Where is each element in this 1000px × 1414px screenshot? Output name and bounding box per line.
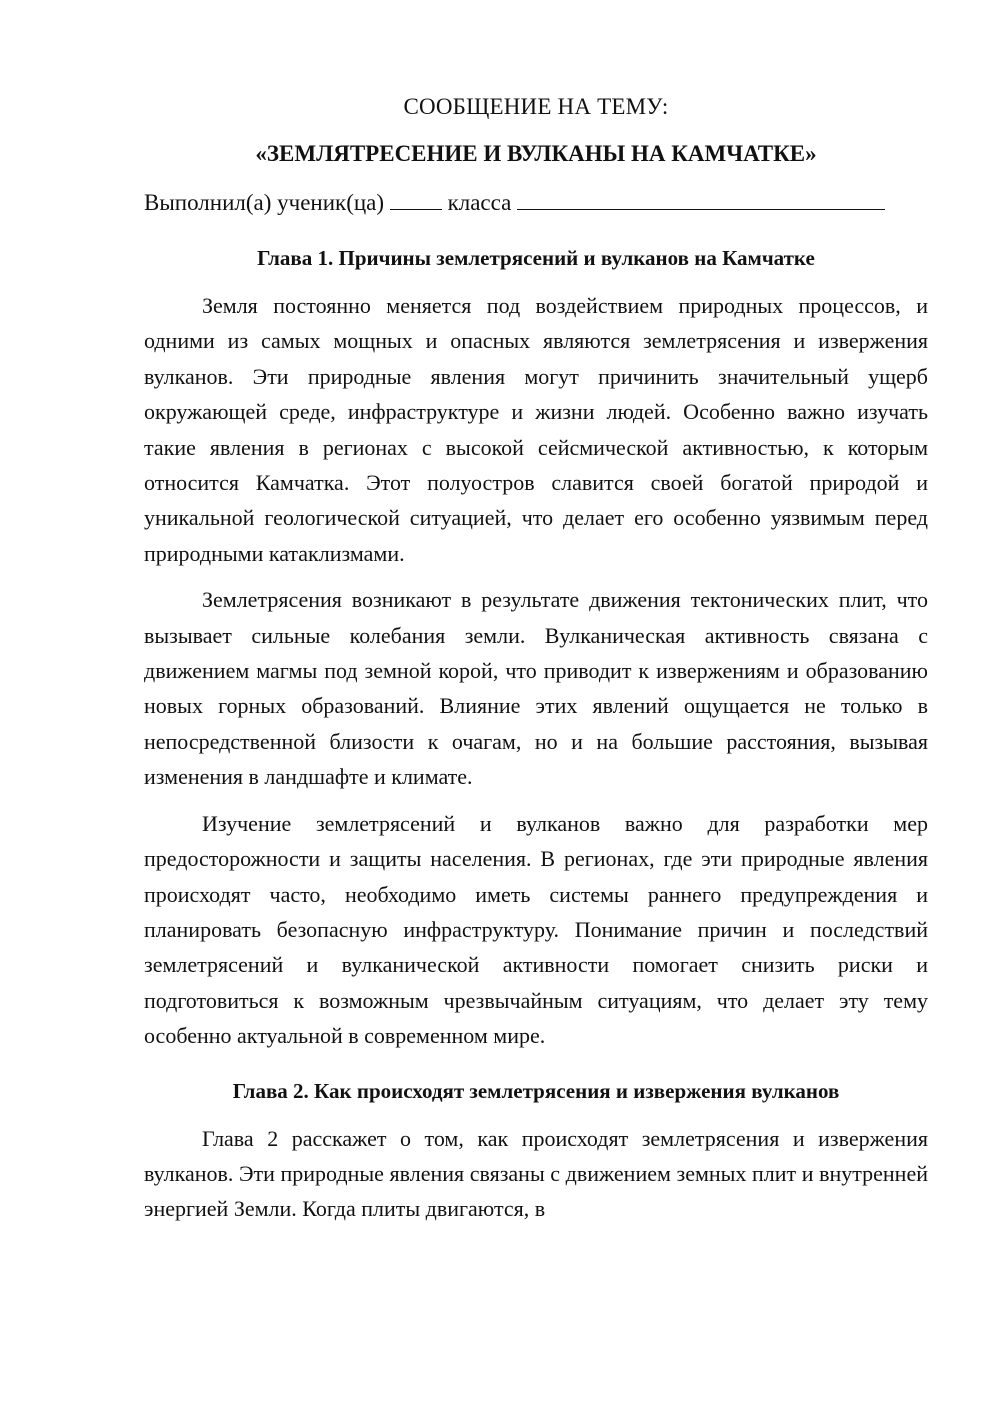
chapter-2-heading: Глава 2. Как происходят землетрясения и извержения вулканов [232,1078,840,1103]
chapter-1-paragraph-2: Землетрясения возникают в результате движения тектонических плит, что вызывает сильные колебания земли. Вулканическая активность связана с движением магмы под земной корой, что приводит к извержениям и образованию новых горных образований. Влияние этих явлений ощущается не только в непосредственной близости к очагам, но и на большие расстояния, вызывая изменения в ландшафте и климате. [144,587,928,790]
document-body [144,92,928,1227]
document-topic-title: «ЗЕМЛЯТРЕСЕНИЕ И ВУЛКАНЫ НА КАМЧАТКЕ» [255,141,817,166]
class-name-blank [517,188,885,210]
document-header-line: СООБЩЕНИЕ НА ТЕМУ: [403,94,669,119]
chapter-1-heading: Глава 1. Причины землетрясений и вулканов на Камчатке [257,246,815,270]
grade-blank [390,188,442,210]
chapter-1-paragraph-3: Изучение землетрясений и вулканов важно для разработки мер предосторожности и защиты населения. В регионах, где эти природные явления происходят часто, необходимо иметь системы раннего предупреждения и планировать безопасную инфраструктуру. Понимание причин и последствий землетрясений и вулканической активности помогает снизить риски и подготовиться к возможным чрезвычайным ситуациям, что делает эту тему особенно актуальной в современном мире. [144,810,928,1049]
signature-line [144,188,928,218]
signature-student-label: Выполнил(а) ученик(ца) [144,190,385,215]
chapter-1-paragraph-1: Земля постоянно меняется под воздействием природных процессов, и одними из самых мощных и опасных являются землетрясения и извержения вулканов. Эти природные явления могут причинить значительный ущерб окружающей среде, инфраструктуре и жизни людей. Особенно важно изучать такие явления в регионах с высокой сейсмической активностью, к которым относится Камчатка. Этот полуостров славится своей богатой природой и уникальной геологической ситуацией, что делает его особенно уязвимым перед природными катаклизмами. [144,293,928,566]
chapter-2-paragraph-1: Глава 2 расскажет о том, как происходят землетрясения и извержения вулканов. Эти природные явления связаны с движением земных плит и внутренней энергией Земли. Когда плиты двигаются, в [144,1125,928,1222]
signature-class-label: класса [447,190,512,215]
